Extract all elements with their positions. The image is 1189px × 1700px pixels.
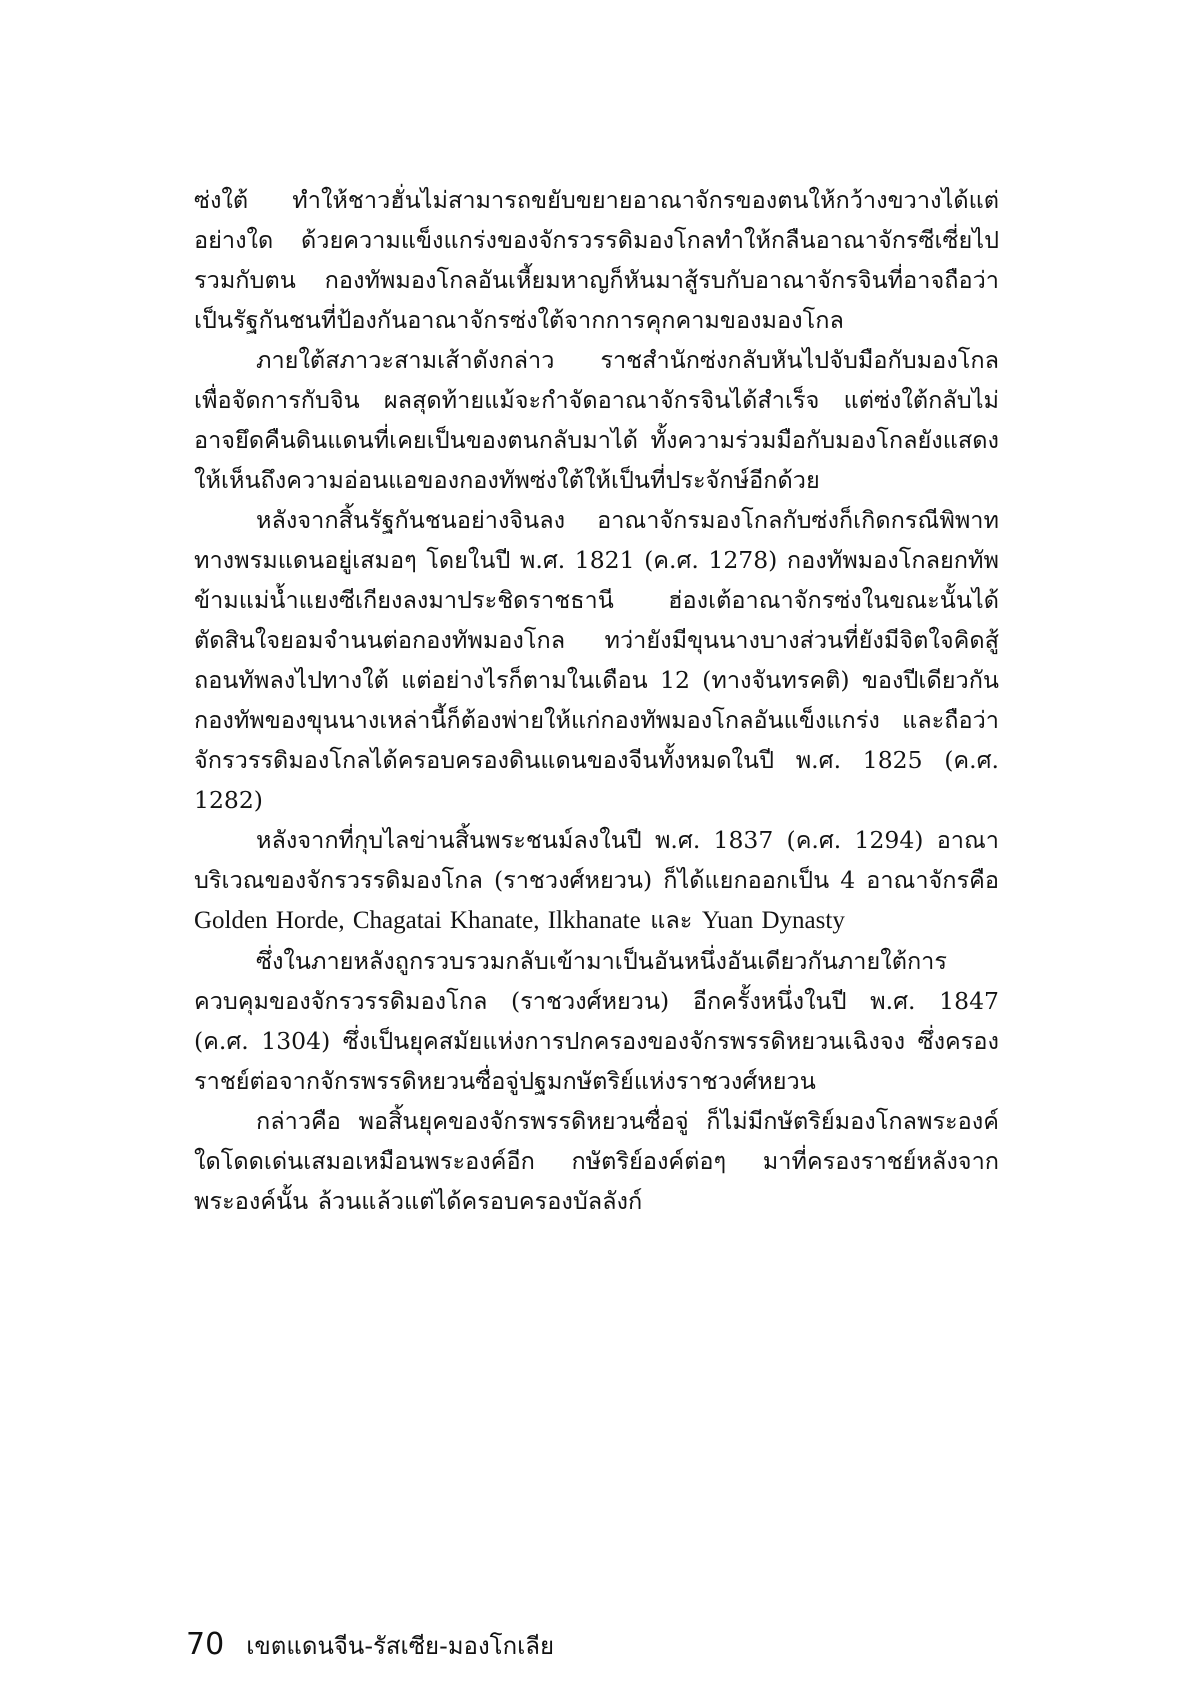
khanate-names: Golden Horde, Chagatai Khanate, Ilkhanate: [194, 907, 641, 934]
paragraph-4-text: หลังจากที่กุบไลข่านสิ้นพระชนม์ลงในปี พ.ศ. 1837 (ค.ศ. 1294) อาณาบริเวณของจักรวรรดิมองโกล (ราชวงศ์หยวน) ก็ได้แยกออกเป็น 4 อาณาจักรคือ: [194, 826, 999, 894]
paragraph-2: ภายใต้สภาวะสามเส้าดังกล่าว ราชสำนักซ่งกลับหันไปจับมือกับมองโกลเพื่อจัดการกับจิน ผลสุดท้ายแม้จะกำจัดอาณาจักรจินได้สำเร็จ แต่ซ่งใต้กลับไม่อาจยึดคืนดินแดนที่เคยเป็นของตนกลับมาได้ ทั้งความร่วมมือกับมองโกลยังแสดงให้เห็นถึงความอ่อนแอของกองทัพซ่งใต้ให้เป็นที่ประจักษ์อีกด้วย: [194, 346, 999, 494]
paragraph-4: [194, 820, 999, 941]
paragraph-3: หลังจากสิ้นรัฐกันชนอย่างจินลง อาณาจักรมองโกลกับซ่งก็เกิดกรณีพิพาททางพรมแดนอยู่เสมอๆ โดยในปี พ.ศ. 1821 (ค.ศ. 1278) กองทัพมองโกลยกทัพข้ามแม่น้ำแยงซีเกียงลงมาประชิดราชธานี ฮ่องเต้อาณาจักรซ่งในขณะนั้นได้ตัดสินใจยอมจำนนต่อกองทัพมองโกล ทว่ายังมีขุนนางบางส่วนที่ยังมีจิตใจคิดสู้ถอนทัพลงไปทางใต้ แต่อย่างไรก็ตามในเดือน 12 (ทางจันทรคติ) ของปีเดียวกัน กองทัพของขุนนางเหล่านี้ก็ต้องพ่ายให้แก่กองทัพมองโกลอันแข็งแกร่ง และถือว่าจักรวรรดิมองโกลได้ครอบครองดินแดนของจีนทั้งหมดในปี พ.ศ. 1825 (ค.ศ. 1282): [194, 506, 999, 814]
running-title: เขตแดนจีน-รัสเซีย-มองโกเลีย: [246, 1632, 555, 1660]
paragraph-5: ซึ่งในภายหลังถูกรวบรวมกลับเข้ามาเป็นอันหนึ่งอันเดียวกันภายใต้การควบคุมของจักรวรรดิมองโกล (ราชวงศ์หยวน) อีกครั้งหนึ่งในปี พ.ศ. 1847 (ค.ศ. 1304) ซึ่งเป็นยุคสมัยแห่งการปกครองของจักรพรรดิหยวนเฉิงจง ซึ่งครองราชย์ต่อจากจักรพรรดิหยวนซื่อจู่ปฐมกษัตริย์แห่งราชวงศ์หยวน: [194, 947, 999, 1095]
page-footer: [186, 1626, 554, 1665]
yuan-dynasty: Yuan Dynasty: [701, 907, 845, 934]
paragraph-1: ซ่งใต้ ทำให้ชาวฮั่นไม่สามารถขยับขยายอาณาจักรของตนให้กว้างขวางได้แต่อย่างใด ด้วยความแข็งแกร่งของจักรวรรดิมองโกลทำให้กลืนอาณาจักรซีเซี่ยไปรวมกับตน กองทัพมองโกลอันเหี้ยมหาญก็หันมาสู้รบกับอาณาจักรจินที่อาจถือว่าเป็นรัฐกันชนที่ป้องกันอาณาจักรซ่งใต้จากการคุกคามของมองโกล: [194, 186, 999, 334]
body-text: [194, 180, 999, 1221]
page-number: 70: [186, 1627, 225, 1662]
paragraph-6: กล่าวคือ พอสิ้นยุคของจักรพรรดิหยวนซื่อจู่ ก็ไม่มีกษัตริย์มองโกลพระองค์ใดโดดเด่นเสมอเหมือนพระองค์อีก กษัตริย์องค์ต่อๆ มาที่ครองราชย์หลังจากพระองค์นั้น ล้วนแล้วแต่ได้ครอบครองบัลลังก์: [194, 1107, 999, 1215]
conjunction-and: และ: [650, 906, 693, 934]
